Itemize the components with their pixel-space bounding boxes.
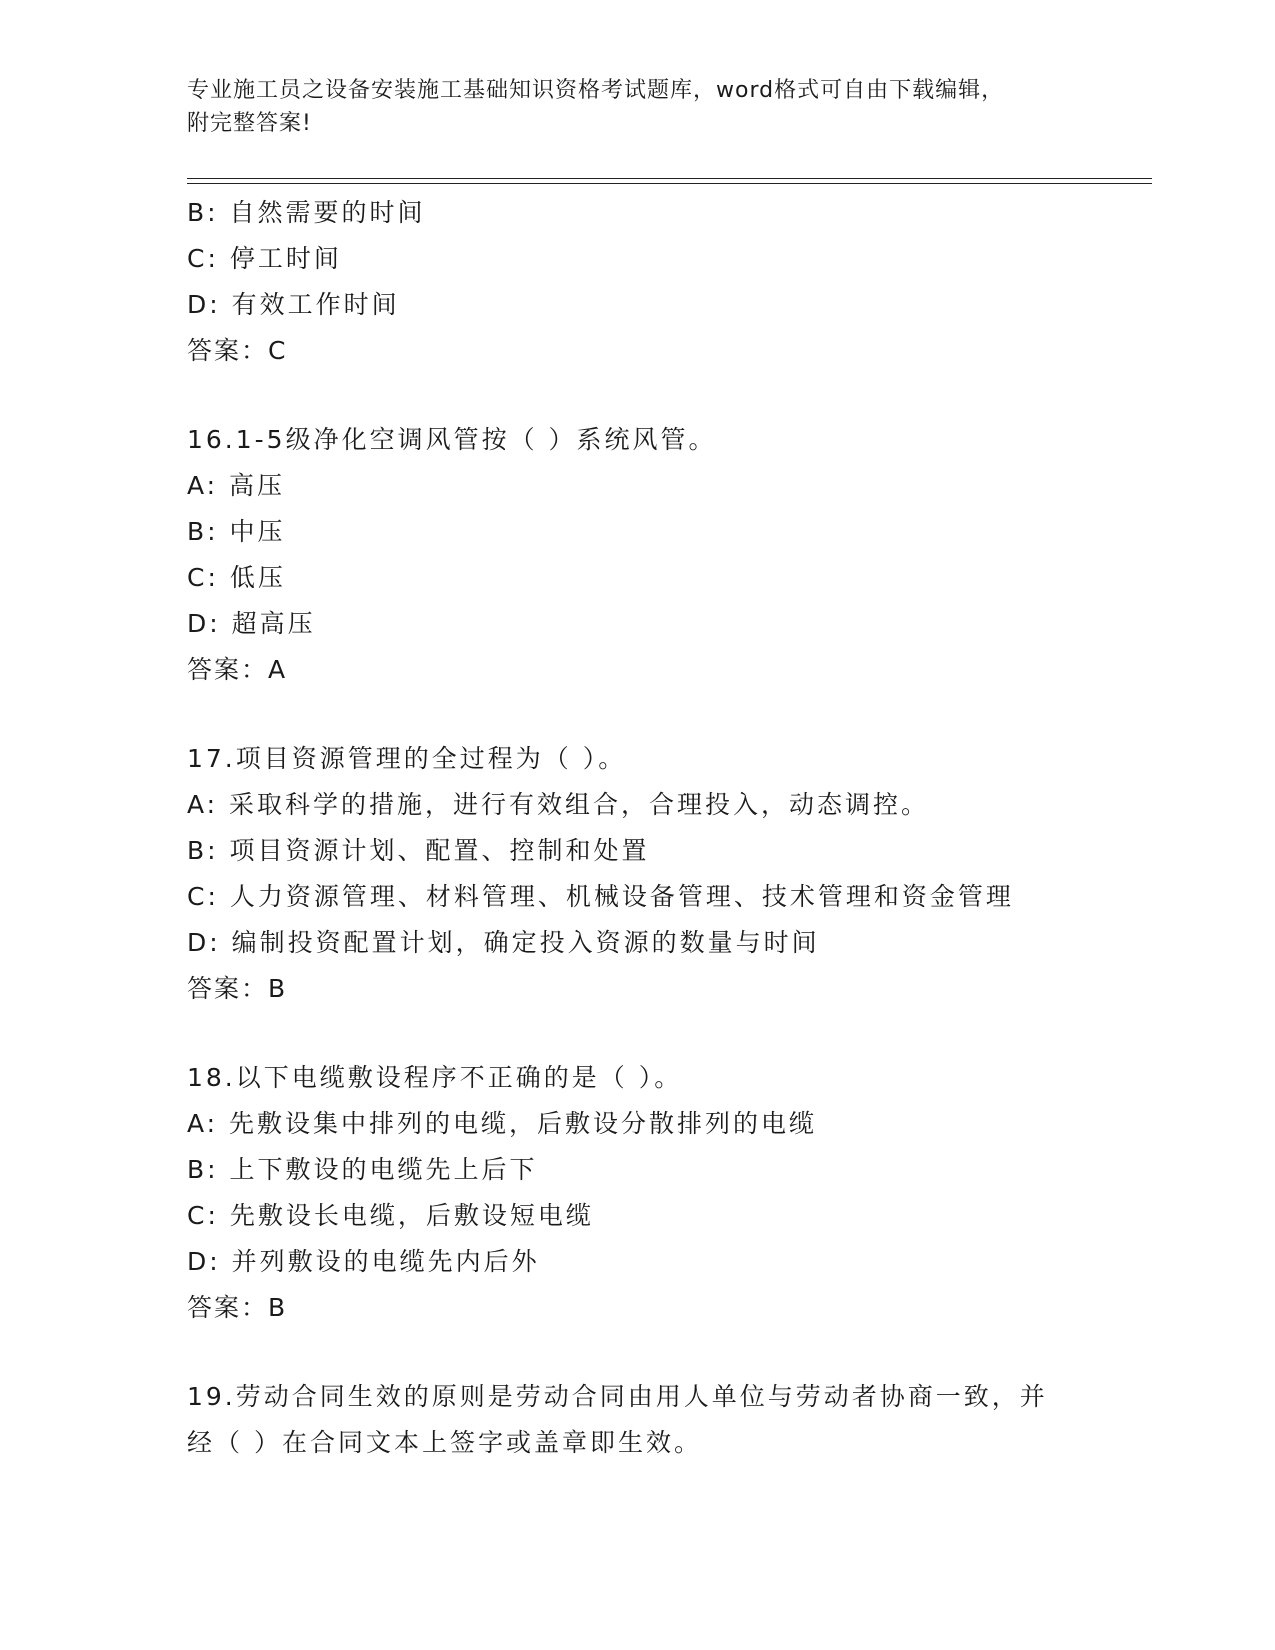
question-19	[187, 1374, 1147, 1466]
answer-value: A	[268, 655, 287, 684]
option-c: C: 人力资源管理、材料管理、机械设备管理、技术管理和资金管理	[187, 882, 1014, 911]
question-stem-line-2: 经（ ）在合同文本上签字或盖章即生效。	[187, 1428, 702, 1457]
option-b: B: 上下敷设的电缆先上后下	[187, 1155, 538, 1184]
option-a: A: 先敷设集中排列的电缆，后敷设分散排列的电缆	[187, 1109, 818, 1138]
document-header	[187, 74, 1087, 140]
option-d: D: 并列敷设的电缆先内后外	[187, 1247, 540, 1276]
option-c: C: 先敷设长电缆，后敷设短电缆	[187, 1201, 594, 1230]
answer-label: 答案：	[187, 974, 269, 1003]
answer-line	[187, 966, 1147, 1012]
option-d: D: 超高压	[187, 609, 316, 638]
question-16	[187, 417, 1147, 693]
answer-label: 答案：	[187, 655, 269, 684]
question-stem: 17.项目资源管理的全过程为（ ）。	[187, 744, 627, 773]
spacer	[187, 374, 1147, 417]
header-divider-top	[187, 178, 1152, 179]
answer-value: C	[268, 336, 287, 365]
option-d: D: 编制投资配置计划，确定投入资源的数量与时间	[187, 928, 820, 957]
header-line-1: 专业施工员之设备安装施工基础知识资格考试题库，word格式可自由下载编辑，	[187, 78, 1005, 103]
question-stem-line-1: 19.劳动合同生效的原则是劳动合同由用人单位与劳动者协商一致，并	[187, 1382, 1048, 1411]
option-c: C: 低压	[187, 563, 286, 592]
option-a: A: 采取科学的措施，进行有效组合，合理投入，动态调控。	[187, 790, 930, 819]
question-stem: 16.1-5级净化空调风管按（ ）系统风管。	[187, 425, 717, 454]
header-divider-bottom	[187, 183, 1152, 184]
answer-label: 答案：	[187, 1293, 269, 1322]
spacer	[187, 693, 1147, 736]
question-18	[187, 1055, 1147, 1331]
option-a: A: 高压	[187, 471, 286, 500]
option-b: B: 项目资源计划、配置、控制和处置	[187, 836, 650, 865]
question-17	[187, 736, 1147, 1012]
header-line-2: 附完整答案!	[187, 111, 312, 136]
answer-label: 答案：	[187, 336, 269, 365]
question-list	[187, 190, 1147, 1466]
option-d: D: 有效工作时间	[187, 290, 400, 319]
question-stem: 18.以下电缆敷设程序不正确的是（ ）。	[187, 1063, 683, 1092]
option-b: B: 中压	[187, 517, 286, 546]
question-15-tail	[187, 190, 1147, 374]
option-c: C: 停工时间	[187, 244, 342, 273]
answer-line	[187, 1285, 1147, 1331]
spacer	[187, 1331, 1147, 1374]
spacer	[187, 1012, 1147, 1055]
answer-line	[187, 647, 1147, 693]
answer-value: B	[268, 1293, 287, 1322]
answer-value: B	[268, 974, 287, 1003]
answer-line	[187, 328, 1147, 374]
option-b: B: 自然需要的时间	[187, 198, 426, 227]
